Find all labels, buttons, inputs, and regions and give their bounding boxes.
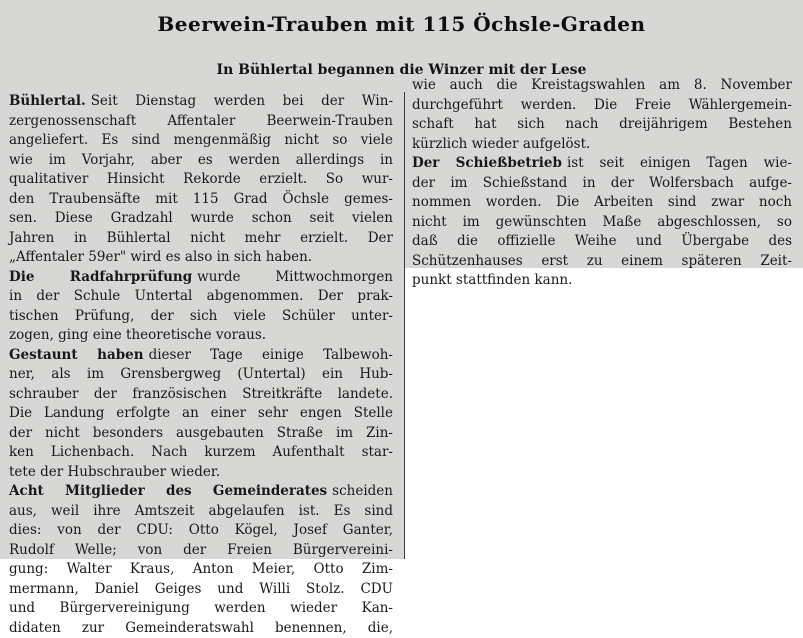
article-line: wie im Vorjahr, aber es werden allerdings in (9, 151, 393, 171)
article-line: sen. Diese Gradzahl wurde schon seit vielen (9, 209, 393, 229)
column-divider (404, 92, 405, 559)
article-line: Acht Mitglieder des Gemeinderates scheiden (9, 482, 393, 502)
article-line: in der Schule Untertal abgenommen. Der prak- (9, 287, 393, 307)
article-line: wie auch die Kreistagswahlen am 8. November (412, 76, 792, 96)
blank-area (405, 268, 803, 559)
right-column (412, 76, 792, 291)
article-line: Jahren in Bühlertal nicht mehr erzielt. Der (9, 229, 393, 249)
article-line: Die Landung erfolgte an einer sehr engen Stelle (9, 404, 393, 424)
left-column (9, 92, 393, 638)
article-line: tete der Hubschrauber wieder. (9, 463, 393, 483)
article-line: aus, weil ihre Amtszeit abgelaufen ist. Es sind (9, 502, 393, 522)
paragraph-lead: Acht Mitglieder des Gemeinderates (9, 483, 327, 499)
article-line: qualitativer Hinsicht Rekorde erzielt. So wur- (9, 170, 393, 190)
article-line: gung: Walter Kraus, Anton Meier, Otto Zim- (9, 560, 393, 580)
article-line: nommen worden. Die Arbeiten sind zwar noch (412, 193, 792, 213)
article-line: daß die offizielle Weihe und Übergabe des (412, 232, 792, 252)
article-line: didaten zur Gemeinderatswahl benennen, die, (9, 619, 393, 638)
article-line: Die Radfahrprüfung wurde Mittwochmorgen (9, 268, 393, 288)
paragraph-lead: Der Schießbetrieb (412, 155, 562, 171)
article-line: ken Lichenbach. Nach kurzem Aufenthalt star- (9, 443, 393, 463)
article-line: nicht im gewünschten Maße abgeschlossen, so (412, 213, 792, 233)
subheadline: In Bühlertal begannen die Winzer mit der Lese (0, 62, 803, 78)
article-line: den Traubensäfte mit 115 Grad Öchsle gemes- (9, 190, 393, 210)
article-line: Bühlertal. Seit Dienstag werden bei der Win- (9, 92, 393, 112)
article-line: „Affentaler 59er" wird es also in sich haben. (9, 248, 393, 268)
article-line: der im Schießstand in der Wolfersbach aufge- (412, 174, 792, 194)
article-line: zogen, ging eine theoretische voraus. (9, 326, 393, 346)
article-line: Rudolf Welle; von der Freien Bürgervereini- (9, 541, 393, 561)
article-line: der nicht besonders ausgebauten Straße im Zin- (9, 424, 393, 444)
article-line: dies: von der CDU: Otto Kögel, Josef Ganter, (9, 521, 393, 541)
article-line: tischen Prüfung, der sich viele Schüler unter- (9, 307, 393, 327)
article-line: angeliefert. Es sind mengenmäßig nicht so viele (9, 131, 393, 151)
article-line: zergenossenschaft Affentaler Beerwein-Trauben (9, 112, 393, 132)
article-line: Der Schießbetrieb ist seit einigen Tagen wie- (412, 154, 792, 174)
paragraph-lead: Die Radfahrprüfung (9, 269, 192, 285)
headline: Beerwein-Trauben mit 115 Öchsle-Graden (0, 12, 803, 36)
article-line: Schützenhauses erst zu einem späteren Zeit- (412, 252, 792, 272)
article-line: durchgeführt werden. Die Freie Wählergemein- (412, 96, 792, 116)
article-line: Gestaunt haben dieser Tage einige Talbewoh- (9, 346, 393, 366)
article-line: mermann, Daniel Geiges und Willi Stolz. CDU (9, 580, 393, 600)
article-line: ner, als im Grensbergweg (Untertal) ein Hub- (9, 365, 393, 385)
article-line: kürzlich wieder aufgelöst. (412, 135, 792, 155)
article-line: schaft hat sich nach dreijährigem Bestehen (412, 115, 792, 135)
paragraph-lead: Gestaunt haben (9, 347, 144, 363)
dateline: Bühlertal. (9, 93, 86, 109)
article-line: schrauber der französischen Streitkräfte landete. (9, 385, 393, 405)
article-line: und Bürgervereinigung werden wieder Kan- (9, 599, 393, 619)
article-line: punkt stattfinden kann. (412, 271, 792, 291)
